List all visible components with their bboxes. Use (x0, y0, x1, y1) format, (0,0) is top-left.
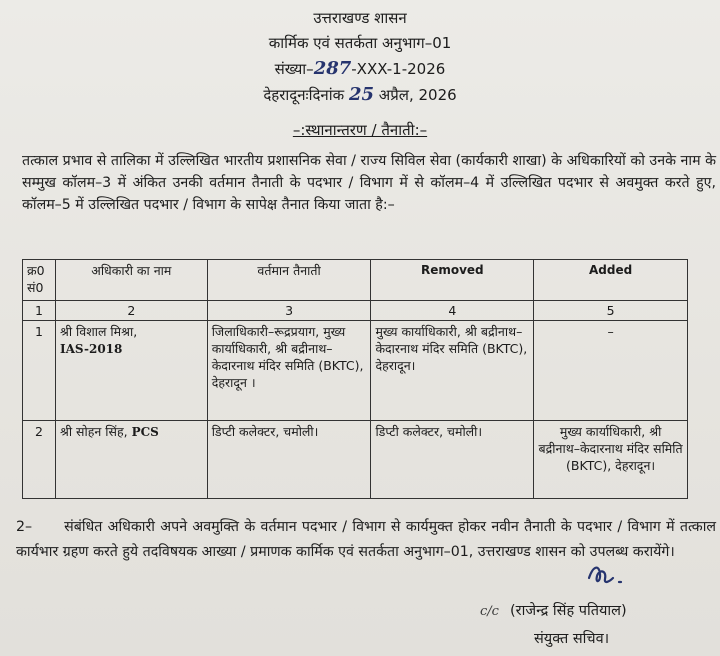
row-serial: 2 (23, 421, 56, 499)
signatory-name: (राजेन्द्र सिंह पतियाल) (510, 603, 627, 619)
column-number: 3 (207, 301, 371, 321)
officer-name: श्री विशाल मिश्रा, (59, 324, 138, 339)
row-added: – (534, 321, 688, 421)
header-serial: क्र0 सं0 (23, 260, 56, 301)
order-date (0, 82, 720, 108)
row-added: मुख्य कार्याधिकारी, श्री बद्रीनाथ–केदारनाथ मंदिर समिति (BKTC), देहरादून। (534, 421, 688, 499)
column-number: 5 (534, 301, 688, 321)
paragraph-1: तत्काल प्रभाव से तालिका में उल्लिखित भारतीय प्रशासनिक सेवा / राज्य सिविल सेवा (कार्यकारी शाखा) के अधिकारियों को उनके नाम के सम्मुख कॉलम–3 में अंकित उनकी वर्तमान तैनाती के पदभार / विभाग में से कॉलम–4 में उल्लिखित पदभार से अवमुक्त करते हुए, कॉलम–5 में उल्लिखित पदभार / विभाग के सापेक्ष तैनात किया जाता है:– (22, 153, 716, 213)
column-number: 1 (23, 301, 56, 321)
header-officer-name: अधिकारी का नाम (55, 260, 207, 301)
row-officer-name (55, 321, 207, 421)
row-officer-name (55, 421, 207, 499)
row-removed: मुख्य कार्याधिकारी, श्री बद्रीनाथ–केदारनाथ मंदिर समिति (BKTC), देहरादून। (371, 321, 534, 421)
column-number-row (23, 301, 688, 321)
paragraph-2-text: संबंधित अधिकारी अपने अवमुक्ति के वर्तमान पदभार / विभाग से कार्यमुक्त होकर नवीन तैनाती के पदभार / विभाग में तत्काल कार्यभार ग्रहण करते हुये तदविषयक आख्या / प्रमाणक कार्मिक एवं सतर्कता अनुभाग–01, उत्तराखण्ड शासन को उपलब्ध करायेंगे। (16, 519, 716, 560)
column-number: 2 (55, 301, 207, 321)
cc-mark: c/c (480, 604, 499, 619)
government-name: उत्तराखण्ड शासन (313, 9, 407, 27)
officer-service: PCS (131, 425, 159, 439)
department-name: कार्मिक एवं सतर्कता अनुभाग–01 (268, 34, 452, 52)
signature-scribble (585, 560, 645, 590)
header-current-posting: वर्तमान तैनाती (207, 260, 371, 301)
row-current-posting: डिप्टी कलेक्टर, चमोली। (207, 421, 371, 499)
subject-line: –:स्थानान्तरण / तैनाती:– (292, 121, 428, 139)
officer-service: IAS-2018 (59, 342, 123, 356)
order-number-suffix: -XXX-1-2026 (351, 60, 446, 78)
order-number (0, 56, 720, 82)
order-number-handwritten: 287 (313, 58, 352, 79)
signatory-designation: संयुक्त सचिव। (534, 631, 610, 647)
order-date-handwritten-day: 25 (348, 84, 375, 105)
officer-name: श्री सोहन सिंह, (59, 424, 128, 439)
paragraph-2 (16, 515, 716, 565)
order-date-prefix: देहरादूनःदिनांक (263, 86, 345, 104)
header-added: Added (534, 260, 688, 301)
transfer-table (22, 259, 688, 499)
header-removed: Removed (371, 260, 534, 301)
order-date-suffix: अप्रैल, 2026 (378, 86, 457, 104)
table-row (23, 321, 688, 421)
paragraph-2-number: 2– (16, 519, 33, 535)
table-row (23, 421, 688, 499)
order-number-prefix: संख्या– (274, 60, 314, 78)
letterhead (0, 6, 720, 108)
table-header-row (23, 260, 688, 301)
row-removed: डिप्टी कलेक्टर, चमोली। (371, 421, 534, 499)
column-number: 4 (371, 301, 534, 321)
row-serial: 1 (23, 321, 56, 421)
row-current-posting: जिलाधिकारी–रूद्रप्रयाग, मुख्य कार्याधिकारी, श्री बद्रीनाथ–केदारनाथ मंदिर समिति (BKTC), देहरादून । (207, 321, 371, 421)
